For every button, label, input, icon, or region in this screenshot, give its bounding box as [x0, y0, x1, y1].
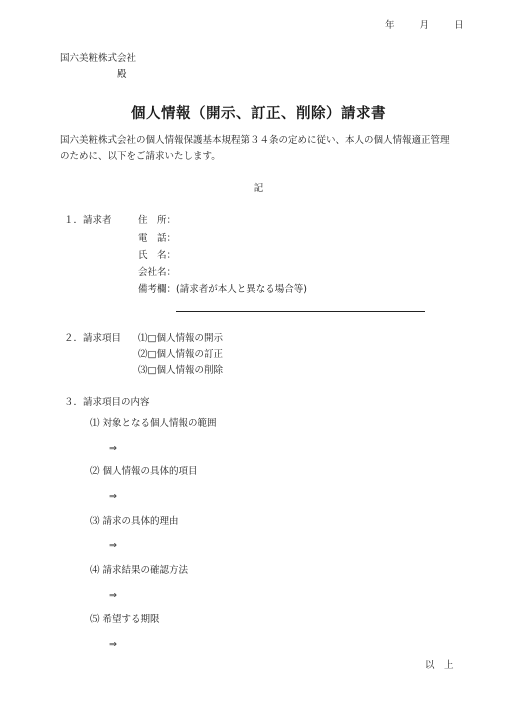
- ki-marker: 記: [253, 183, 264, 194]
- closing-mark: 以 上: [425, 660, 454, 671]
- requester-remarks-field: 備考欄：(請求者が本人と異なる場合等): [138, 284, 307, 295]
- date-year: 年: [385, 20, 395, 31]
- content-arrow-reason: ⇒: [109, 540, 117, 551]
- requester-name-field: 氏 名：: [138, 250, 177, 261]
- date-month: 月: [419, 20, 430, 31]
- honorific: 殿: [117, 69, 127, 80]
- content-arrow-scope: ⇒: [109, 443, 117, 454]
- request-item-deletion: ⑶□個人情報の削除: [138, 365, 223, 376]
- date-line: [385, 21, 464, 31]
- requester-company-field: 会社名：: [138, 267, 177, 278]
- requester-phone-field: 電 話：: [138, 233, 177, 244]
- content-item-deadline: ⑸ 希望する期限: [90, 614, 160, 625]
- content-item-scope: ⑴ 対象となる個人情報の範囲: [90, 418, 217, 429]
- intro-line-1: 国六美粧株式会社の個人情報保護基本規程第３４条の定めに従い、本人の個人情報適正管理: [60, 135, 450, 146]
- content-arrow-specific-items: ⇒: [109, 491, 117, 502]
- section-2-label: ２．請求項目: [64, 333, 122, 344]
- content-item-reason: ⑶ 請求の具体的理由: [90, 516, 179, 527]
- document-title: 個人情報（開示、訂正、削除）請求書: [131, 106, 386, 122]
- intro-line-2: のために、以下をご請求いたします。: [60, 151, 221, 162]
- content-item-confirmation-method: ⑷ 請求結果の確認方法: [90, 565, 189, 576]
- request-item-disclosure: ⑴□個人情報の開示: [138, 333, 223, 344]
- requester-address-field: 住 所：: [138, 215, 177, 226]
- section-3-label: ３．請求項目の内容: [64, 397, 150, 408]
- content-item-specific-items: ⑵ 個人情報の具体的項目: [90, 466, 198, 477]
- remarks-underline: [176, 311, 425, 312]
- request-item-correction: ⑵□個人情報の訂正: [138, 349, 223, 360]
- date-day: 日: [454, 20, 464, 31]
- section-1-label: １．請求者: [64, 215, 112, 226]
- addressee: 国六美粧株式会社: [60, 53, 137, 64]
- content-arrow-confirmation-method: ⇒: [109, 590, 117, 601]
- content-arrow-deadline: ⇒: [109, 639, 117, 650]
